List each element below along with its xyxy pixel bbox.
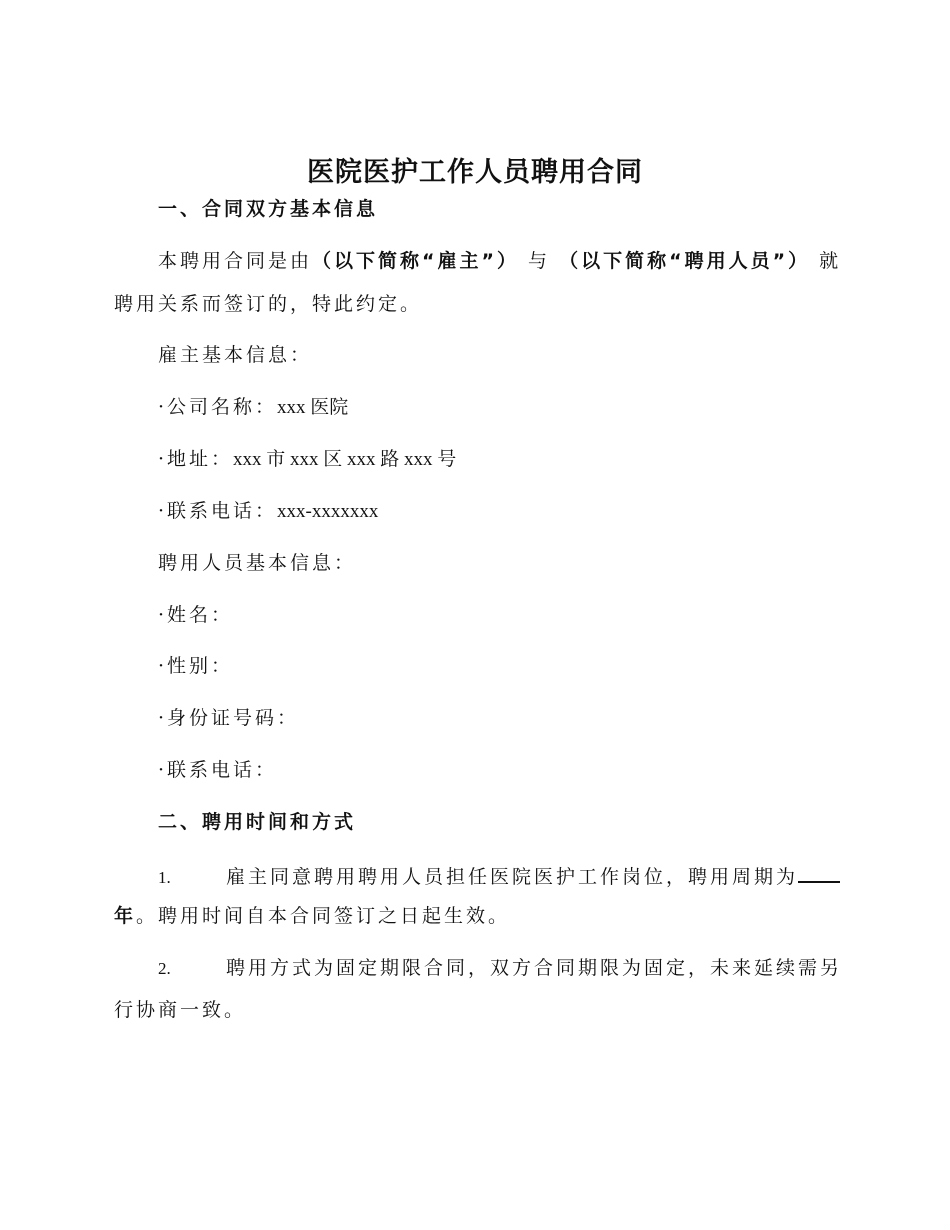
employer-address	[158, 450, 878, 469]
section2-item2-line1	[158, 959, 878, 978]
employee-phone: ·联系电话：	[158, 759, 278, 781]
section2-item1-line2	[114, 907, 834, 926]
intro-text-a: 本聘用合同是由	[158, 250, 313, 272]
intro-employer-alias: （以下简称“雇主”）	[312, 250, 519, 272]
intro-text-e: 就	[819, 250, 842, 272]
item2-text: 聘用方式为固定期限合同，双方合同期限为固定，未来延续需另	[226, 957, 843, 979]
item1-year-unit: 年	[114, 905, 137, 927]
section2-heading: 二、聘用时间和方式	[158, 811, 357, 833]
employee-info-label: 聘用人员基本信息：	[158, 552, 357, 574]
employer-company-name	[158, 398, 878, 417]
employer-info-label: 雇主基本信息：	[158, 344, 313, 366]
period-blank	[798, 865, 840, 883]
section2-item2-line2: 行协商一致。	[114, 999, 247, 1021]
item2-number: 2.	[158, 959, 171, 978]
employer-company-name-label: ·公司名称：	[158, 396, 278, 418]
intro-text-c: 与	[528, 250, 551, 272]
employer-phone	[158, 502, 878, 521]
employer-address-label: ·地址：	[158, 448, 234, 470]
employee-id-number: ·身份证号码：	[158, 707, 300, 729]
section2-item1-line1	[158, 865, 838, 887]
employer-phone-value: xxx-xxxxxxx	[277, 501, 379, 522]
employee-gender: ·性别：	[158, 655, 234, 677]
document-title: 医院医护工作人员聘用合同	[307, 157, 643, 188]
item1-line2-text: 。聘用时间自本合同签订之日起生效。	[136, 905, 511, 927]
employee-name: ·姓名：	[158, 604, 234, 626]
employer-company-name-value: xxx 医院	[277, 397, 349, 418]
intro-paragraph-line1	[158, 250, 842, 272]
section1-heading: 一、合同双方基本信息	[158, 198, 379, 220]
employer-address-value: xxx 市 xxx 区 xxx 路 xxx 号	[233, 449, 457, 470]
employer-phone-label: ·联系电话：	[158, 500, 278, 522]
intro-employee-alias: （以下简称“聘用人员”）	[559, 250, 811, 272]
intro-paragraph-line2: 聘用关系而签订的，特此约定。	[114, 293, 423, 315]
item1-text: 雇主同意聘用聘用人员担任医院医护工作岗位，聘用周期为	[226, 866, 799, 888]
item1-number: 1.	[158, 868, 171, 887]
